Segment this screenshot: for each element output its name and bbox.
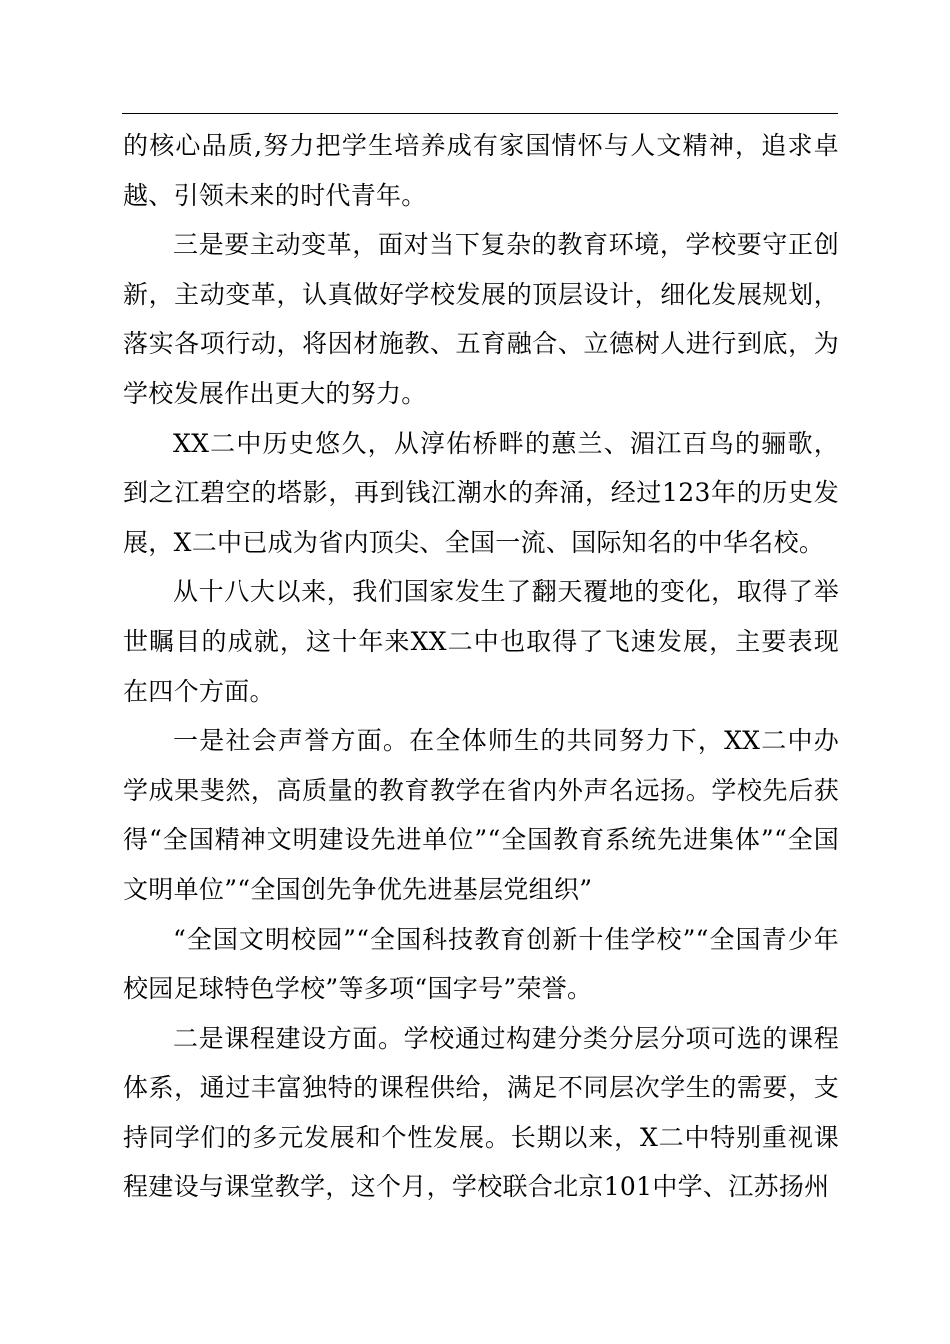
- paragraph-continuation: 的核心品质,努力把学生培养成有家国情怀与人文精神，追求卓越、引领未来的时代青年。: [123, 131, 839, 210]
- paragraph-development: 从十八大以来，我们国家发生了翻天覆地的变化，取得了举世瞩目的成就，这十年来XX二中也取得了飞速发展，主要表现在四个方面。: [123, 577, 839, 706]
- paragraph-reputation: 一是社会声誉方面。在全体师生的共同努力下，XX二中办学成果斐然，高质量的教育教学在省内外声名远扬。学校先后获得“全国精神文明建设先进单位”“全国教育系统先进集体”“全国文明单位”“全国创先争优先进基层党组织”: [123, 726, 839, 904]
- paragraph-reform: 三是要主动变革，面对当下复杂的教育环境，学校要守正创新，主动变革，认真做好学校发展的顶层设计，细化发展规划，落实各项行动，将因材施教、五育融合、立德树人进行到底，为学校发展作出更大的努力。: [123, 230, 839, 408]
- paragraph-honors: “全国文明校园”“全国科技教育创新十佳学校”“全国青少年校园足球特色学校”等多项“国字号”荣誉。: [123, 924, 839, 1004]
- paragraph-history: XX二中历史悠久，从淳佑桥畔的蕙兰、湄江百鸟的骊歌，到之江碧空的塔影，再到钱江潮水的奔涌，经过123年的历史发展，X二中已成为省内顶尖、全国一流、国际知名的中华名校。: [123, 428, 839, 557]
- paragraph-curriculum: 二是课程建设方面。学校通过构建分类分层分项可选的课程体系，通过丰富独特的课程供给，满足不同层次学生的需要，支持同学们的多元发展和个性发展。长期以来，X二中特别重视课程建设与课堂教学，这个月，学校联合北京101中学、江苏扬州: [123, 1023, 839, 1202]
- document-body: [123, 121, 839, 1212]
- header-rule: [122, 113, 838, 114]
